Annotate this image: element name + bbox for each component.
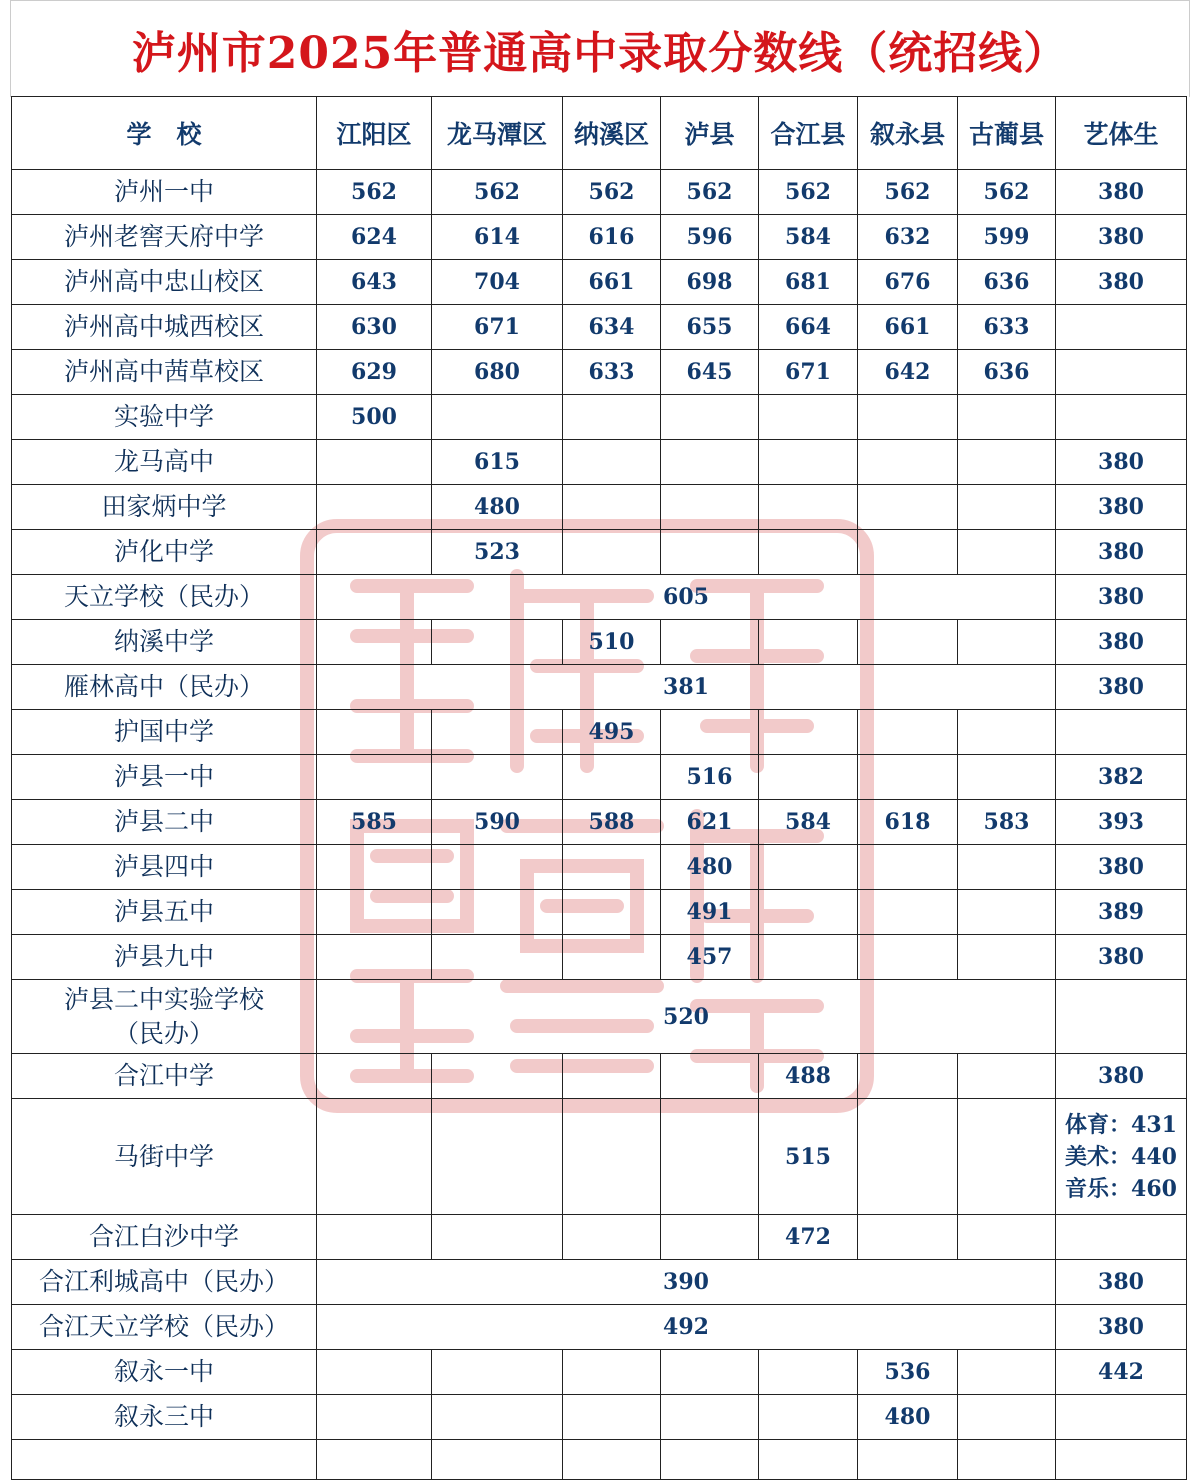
score-cell: 698 [661, 260, 759, 305]
score-cell [958, 485, 1056, 530]
score-cell [958, 620, 1056, 665]
score-cell [958, 1350, 1056, 1395]
score-cell: 599 [958, 215, 1056, 260]
score-cell [858, 1099, 958, 1215]
score-cell [958, 1099, 1056, 1215]
header-gulin: 古蔺县 [958, 97, 1056, 170]
school-name: 天立学校（民办） [12, 575, 317, 620]
score-cell [317, 890, 432, 935]
score-cell [661, 530, 759, 575]
score-cell: 616 [563, 215, 661, 260]
score-cell [317, 1350, 432, 1395]
school-name: 雁林高中（民办） [12, 665, 317, 710]
score-cell [317, 755, 432, 800]
score-cell [432, 710, 563, 755]
score-cell: 661 [858, 305, 958, 350]
score-cell [563, 845, 661, 890]
score-cell [432, 935, 563, 980]
score-cell: 562 [317, 170, 432, 215]
merged-score-cell: 381 [317, 665, 1056, 710]
art-score-cell: 380 [1056, 845, 1187, 890]
art-score-cell: 442 [1056, 1350, 1187, 1395]
score-cell [563, 755, 661, 800]
score-cell [958, 845, 1056, 890]
score-cell: 495 [563, 710, 661, 755]
score-cell [759, 1350, 858, 1395]
score-cell [563, 1350, 661, 1395]
score-cell [958, 440, 1056, 485]
art-score-cell: 393 [1056, 800, 1187, 845]
score-cell: 634 [563, 305, 661, 350]
score-cell [858, 1440, 958, 1480]
header-xuyong: 叙永县 [858, 97, 958, 170]
table-row [12, 845, 1187, 890]
art-score-cell: 380 [1056, 1054, 1187, 1099]
score-cell [661, 440, 759, 485]
score-cell [958, 530, 1056, 575]
score-cell [759, 710, 858, 755]
header-luxian: 泸县 [661, 97, 759, 170]
art-score-cell: 380 [1056, 935, 1187, 980]
score-cell [958, 1440, 1056, 1480]
score-cell: 480 [432, 485, 563, 530]
score-cell: 632 [858, 215, 958, 260]
art-score-line: 美术：440 [1065, 1143, 1177, 1170]
table-row [12, 1260, 1187, 1305]
score-cell: 629 [317, 350, 432, 395]
art-score-cell: 380 [1056, 485, 1187, 530]
score-cell: 624 [317, 215, 432, 260]
score-cell: 615 [432, 440, 563, 485]
score-cell [759, 1440, 858, 1480]
table-row [12, 710, 1187, 755]
score-cell [958, 1054, 1056, 1099]
score-cell [958, 1395, 1056, 1440]
score-cell: 633 [958, 305, 1056, 350]
score-cell: 515 [759, 1099, 858, 1215]
score-cell [661, 395, 759, 440]
score-cell: 562 [958, 170, 1056, 215]
score-cell: 630 [317, 305, 432, 350]
score-cell [858, 1215, 958, 1260]
score-cell: 562 [661, 170, 759, 215]
score-cell [563, 1099, 661, 1215]
score-cell: 516 [661, 755, 759, 800]
score-cell: 562 [432, 170, 563, 215]
table-row [12, 935, 1187, 980]
score-cell [563, 1395, 661, 1440]
school-name: 泸县二中 [12, 800, 317, 845]
score-cell: 583 [958, 800, 1056, 845]
school-name: 泸州高中忠山校区 [12, 260, 317, 305]
school-name: 泸州老窖天府中学 [12, 215, 317, 260]
school-name-line: 泸县二中实验学校 [63, 984, 264, 1014]
score-cell [661, 1099, 759, 1215]
score-cell [317, 485, 432, 530]
table-row [12, 440, 1187, 485]
score-cell [858, 440, 958, 485]
score-cell [563, 1440, 661, 1480]
merged-score-cell: 520 [317, 980, 1056, 1054]
score-cell [759, 935, 858, 980]
table-row [12, 1350, 1187, 1395]
table-row [12, 530, 1187, 575]
school-name [12, 980, 317, 1054]
score-cell [759, 620, 858, 665]
table-row [12, 1054, 1187, 1099]
school-name: 泸县一中 [12, 755, 317, 800]
art-score-cell [1056, 1395, 1187, 1440]
score-cell: 562 [563, 170, 661, 215]
table-row [12, 260, 1187, 305]
school-name: 泸州高中城西校区 [12, 305, 317, 350]
score-cell: 661 [563, 260, 661, 305]
school-name: 实验中学 [12, 395, 317, 440]
art-score-cell [1056, 1440, 1187, 1480]
header-row [12, 97, 1187, 170]
score-cell: 584 [759, 215, 858, 260]
score-cell: 536 [858, 1350, 958, 1395]
score-cell [432, 1054, 563, 1099]
score-cell [432, 1350, 563, 1395]
score-cell: 676 [858, 260, 958, 305]
header-school: 学 校 [12, 97, 317, 170]
score-cell [661, 1054, 759, 1099]
art-score-cell: 380 [1056, 170, 1187, 215]
art-score-cell: 389 [1056, 890, 1187, 935]
header-hejiang: 合江县 [759, 97, 858, 170]
school-name: 泸化中学 [12, 530, 317, 575]
score-cell [563, 530, 661, 575]
art-score-cell: 380 [1056, 1305, 1187, 1350]
score-cell: 562 [759, 170, 858, 215]
score-cell [563, 1215, 661, 1260]
school-name: 田家炳中学 [12, 485, 317, 530]
score-cell [661, 620, 759, 665]
art-score-cell [1056, 980, 1187, 1054]
score-cell [317, 710, 432, 755]
score-cell [858, 710, 958, 755]
score-cell: 590 [432, 800, 563, 845]
score-cell [958, 1215, 1056, 1260]
table-row [12, 1395, 1187, 1440]
score-cell [759, 395, 858, 440]
score-cell [563, 1054, 661, 1099]
score-cell [759, 845, 858, 890]
score-cell [317, 1440, 432, 1480]
table-row [12, 305, 1187, 350]
art-score-cell [1056, 350, 1187, 395]
score-cell [661, 1440, 759, 1480]
score-cell: 588 [563, 800, 661, 845]
merged-score-cell: 390 [317, 1260, 1056, 1305]
school-name: 马街中学 [12, 1099, 317, 1215]
school-name: 泸县四中 [12, 845, 317, 890]
score-cell: 680 [432, 350, 563, 395]
score-cell [759, 890, 858, 935]
table-row [12, 890, 1187, 935]
score-cell [858, 485, 958, 530]
merged-score-cell: 492 [317, 1305, 1056, 1350]
score-cell [858, 845, 958, 890]
school-name: 泸州高中茜草校区 [12, 350, 317, 395]
art-score-cell [1056, 395, 1187, 440]
score-table [11, 96, 1187, 1480]
school-name: 泸州一中 [12, 170, 317, 215]
score-cell [958, 710, 1056, 755]
score-cell: 621 [661, 800, 759, 845]
score-cell: 633 [563, 350, 661, 395]
score-cell [661, 1395, 759, 1440]
score-cell [317, 1054, 432, 1099]
score-cell [958, 890, 1056, 935]
score-cell [858, 1054, 958, 1099]
score-cell: 671 [432, 305, 563, 350]
art-score-cell: 380 [1056, 575, 1187, 620]
score-cell [661, 1215, 759, 1260]
table-row [12, 1099, 1187, 1215]
score-cell: 664 [759, 305, 858, 350]
score-cell: 636 [958, 260, 1056, 305]
score-cell [317, 845, 432, 890]
score-cell: 500 [317, 395, 432, 440]
score-cell: 643 [317, 260, 432, 305]
score-cell [317, 530, 432, 575]
score-cell [432, 395, 563, 440]
table-row [12, 485, 1187, 530]
score-cell: 642 [858, 350, 958, 395]
header-longmatan: 龙马潭区 [432, 97, 563, 170]
score-cell: 618 [858, 800, 958, 845]
score-cell: 681 [759, 260, 858, 305]
art-score-cell: 380 [1056, 1260, 1187, 1305]
score-cell [759, 530, 858, 575]
score-cell [759, 1395, 858, 1440]
table-row [12, 800, 1187, 845]
score-cell: 704 [432, 260, 563, 305]
score-cell [432, 1215, 563, 1260]
score-cell [317, 1099, 432, 1215]
table-row [12, 755, 1187, 800]
school-name: 纳溪中学 [12, 620, 317, 665]
table-row [12, 1305, 1187, 1350]
score-cell [858, 620, 958, 665]
title-bar [10, 0, 1190, 97]
score-cell: 655 [661, 305, 759, 350]
art-score-cell: 380 [1056, 440, 1187, 485]
school-name: 合江利城高中（民办） [12, 1260, 317, 1305]
art-score-cell [1056, 1215, 1187, 1260]
score-cell [432, 845, 563, 890]
score-cell [563, 935, 661, 980]
table-row [12, 1440, 1187, 1480]
score-cell: 491 [661, 890, 759, 935]
score-cell [858, 530, 958, 575]
school-name [12, 1440, 317, 1480]
art-score-cell [1056, 710, 1187, 755]
score-cell [563, 440, 661, 485]
art-score-cell [1056, 1099, 1187, 1215]
score-cell [432, 1099, 563, 1215]
score-cell [317, 935, 432, 980]
art-score-cell: 380 [1056, 665, 1187, 710]
art-score-cell: 380 [1056, 530, 1187, 575]
score-cell: 596 [661, 215, 759, 260]
score-cell [958, 935, 1056, 980]
score-cell: 562 [858, 170, 958, 215]
art-score-line: 音乐：460 [1065, 1175, 1177, 1202]
score-cell [432, 890, 563, 935]
header-jiangyang: 江阳区 [317, 97, 432, 170]
score-cell [661, 485, 759, 530]
score-cell: 523 [432, 530, 563, 575]
score-cell [958, 395, 1056, 440]
score-cell [661, 1350, 759, 1395]
score-cell [759, 485, 858, 530]
header-naxi: 纳溪区 [563, 97, 661, 170]
score-cell [317, 1215, 432, 1260]
score-cell [858, 890, 958, 935]
score-cell: 480 [661, 845, 759, 890]
score-cell: 645 [661, 350, 759, 395]
table-row [12, 620, 1187, 665]
header-art-sports: 艺体生 [1056, 97, 1187, 170]
school-name: 叙永一中 [12, 1350, 317, 1395]
score-cell [759, 755, 858, 800]
school-name: 合江中学 [12, 1054, 317, 1099]
art-score-cell: 380 [1056, 215, 1187, 260]
score-cell: 488 [759, 1054, 858, 1099]
page-title: 泸州市2025年普通高中录取分数线（统招线） [131, 28, 1069, 79]
school-name: 龙马高中 [12, 440, 317, 485]
school-name: 泸县九中 [12, 935, 317, 980]
score-cell: 585 [317, 800, 432, 845]
score-cell [432, 620, 563, 665]
score-cell [759, 440, 858, 485]
table-row [12, 1215, 1187, 1260]
score-cell: 480 [858, 1395, 958, 1440]
score-cell [563, 395, 661, 440]
school-name: 合江天立学校（民办） [12, 1305, 317, 1350]
score-cell [661, 710, 759, 755]
score-cell [858, 755, 958, 800]
score-cell [317, 440, 432, 485]
table-row [12, 575, 1187, 620]
table-row [12, 215, 1187, 260]
score-cell: 472 [759, 1215, 858, 1260]
art-score-cell: 380 [1056, 260, 1187, 305]
score-cell: 636 [958, 350, 1056, 395]
score-cell [432, 755, 563, 800]
art-score-line: 体育：431 [1065, 1111, 1177, 1138]
score-cell: 584 [759, 800, 858, 845]
score-cell [432, 1440, 563, 1480]
table-row [12, 170, 1187, 215]
table-row [12, 395, 1187, 440]
art-score-cell: 382 [1056, 755, 1187, 800]
score-cell [958, 755, 1056, 800]
score-cell [432, 1395, 563, 1440]
score-cell: 671 [759, 350, 858, 395]
score-cell: 457 [661, 935, 759, 980]
school-name: 泸县五中 [12, 890, 317, 935]
score-cell [858, 935, 958, 980]
score-cell [317, 620, 432, 665]
table-row [12, 350, 1187, 395]
school-name: 合江白沙中学 [12, 1215, 317, 1260]
score-cell [858, 395, 958, 440]
school-name: 护国中学 [12, 710, 317, 755]
school-name: 叙永三中 [12, 1395, 317, 1440]
table-row [12, 665, 1187, 710]
score-cell: 510 [563, 620, 661, 665]
score-cell [317, 1395, 432, 1440]
score-cell [563, 485, 661, 530]
score-cell: 614 [432, 215, 563, 260]
merged-score-cell: 605 [317, 575, 1056, 620]
art-score-cell [1056, 305, 1187, 350]
school-name-line: （民办） [113, 1018, 214, 1048]
art-score-cell: 380 [1056, 620, 1187, 665]
table-row [12, 980, 1187, 1054]
score-cell [563, 890, 661, 935]
